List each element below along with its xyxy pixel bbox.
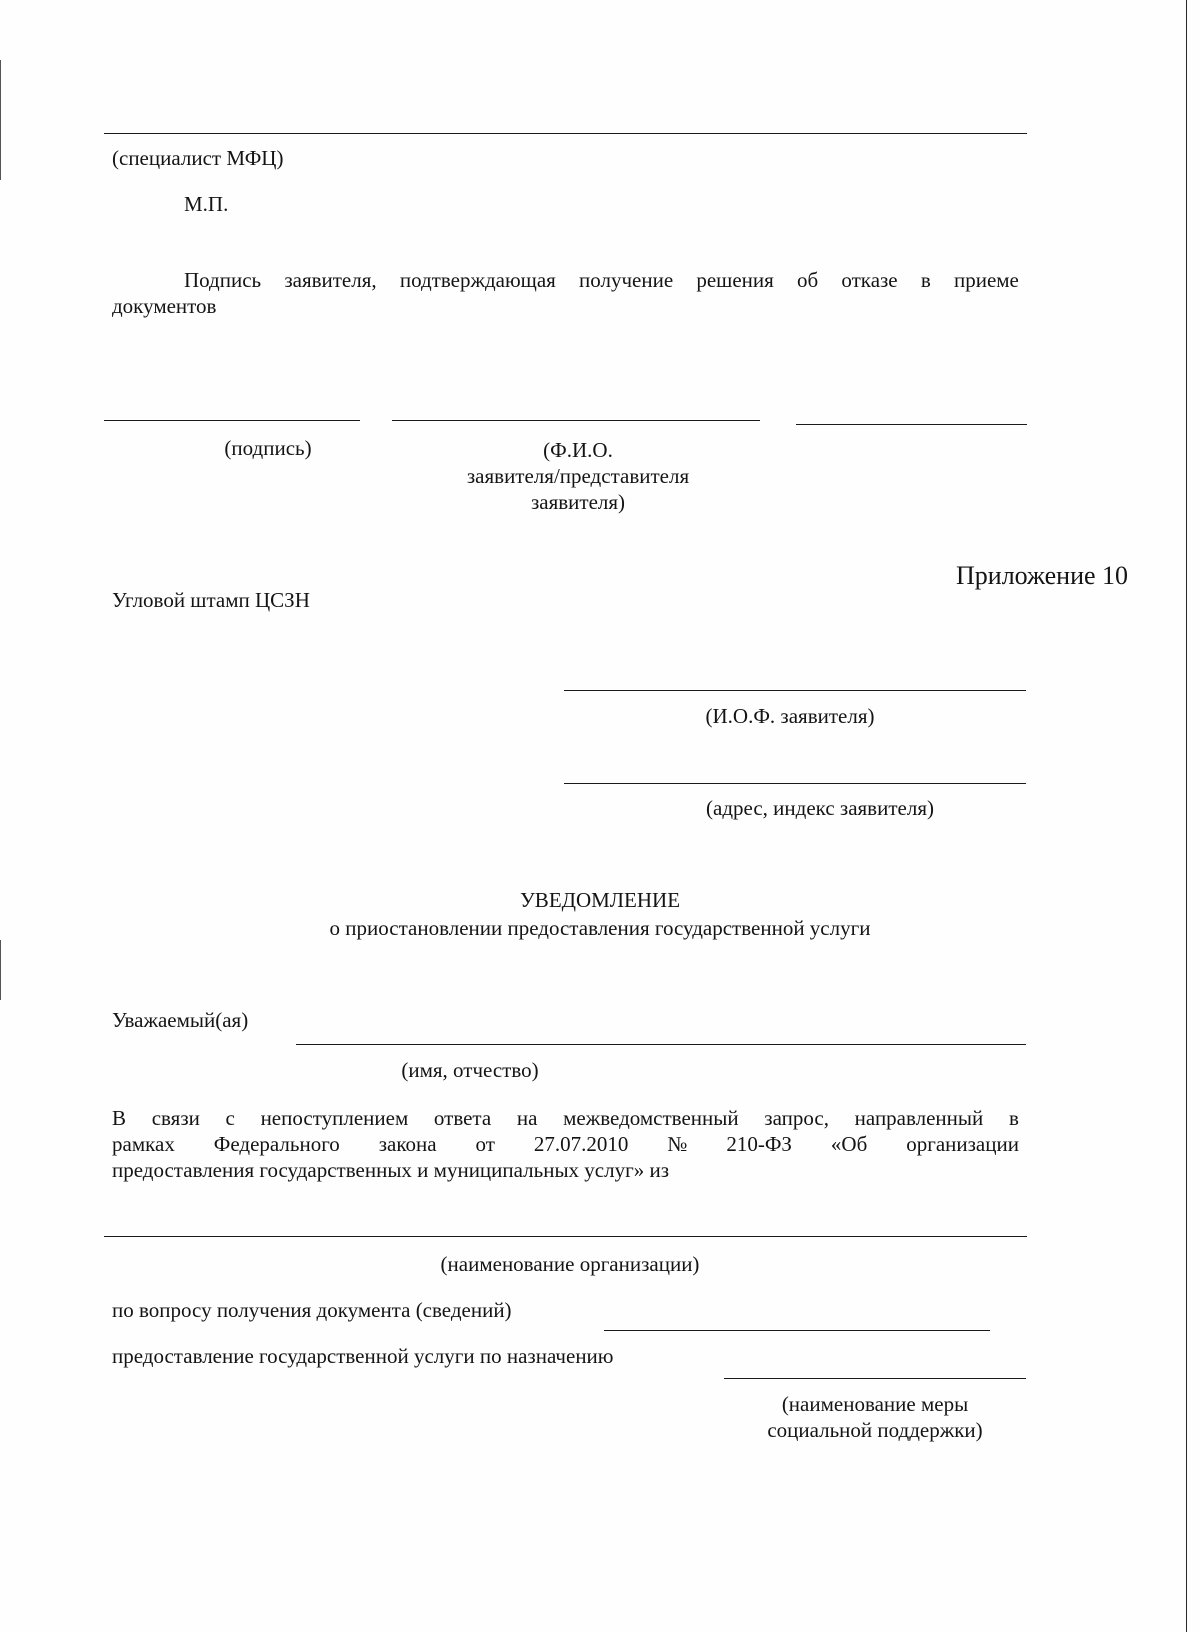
paragraph-line2	[112, 1132, 1019, 1157]
paragraph-word: рамках	[112, 1132, 175, 1156]
caption-address: (адрес, индекс заявителя)	[706, 796, 934, 820]
signature-statement-line2: документов	[112, 294, 217, 318]
fio-line	[392, 420, 760, 421]
organization-line	[104, 1236, 1027, 1237]
caption-signature: (подпись)	[224, 436, 312, 460]
statement-word: получение	[579, 268, 674, 292]
specialist-signature-line	[104, 133, 1027, 134]
paragraph-word: №	[667, 1132, 688, 1156]
caption-fio-line2: заявителя/представителя	[466, 464, 690, 488]
salutation: Уважаемый(ая)	[112, 1008, 249, 1032]
scan-edge-mark	[0, 60, 1, 180]
name-line	[296, 1044, 1026, 1045]
signature-line	[104, 420, 360, 421]
paragraph-word: направленный	[854, 1106, 984, 1130]
paragraph-word: от	[475, 1132, 495, 1156]
extra-line	[796, 424, 1027, 425]
statement-word: подтверждающая	[399, 268, 556, 292]
statement-word: решения	[696, 268, 774, 292]
caption-fio-line3: заявителя)	[530, 490, 626, 514]
document-question: по вопросу получения документа (сведений)	[112, 1298, 512, 1322]
notice-subtitle: о приостановлении предоставления государственной услуги	[329, 916, 871, 940]
caption-fio-line1: (Ф.И.О.	[543, 438, 613, 462]
corner-stamp-label: Угловой штамп ЦСЗН	[112, 588, 310, 612]
paragraph-word: связи	[151, 1106, 200, 1130]
paragraph-word: закона	[378, 1132, 437, 1156]
statement-word: приеме	[953, 268, 1019, 292]
appendix-label: Приложение 10	[956, 561, 1129, 590]
specialist-caption: (специалист МФЦ)	[112, 146, 284, 170]
scan-page-edge	[1186, 0, 1187, 1632]
paragraph-word: ответа	[433, 1106, 492, 1130]
caption-measure-line1: (наименование меры	[781, 1392, 969, 1416]
measure-line	[724, 1378, 1026, 1379]
service-assignment: предоставление государственной услуги по назначению	[112, 1344, 614, 1368]
paragraph-word: с	[225, 1106, 235, 1130]
paragraph-word: 27.07.2010	[533, 1132, 629, 1156]
statement-word: в	[920, 268, 931, 292]
statement-word: заявителя,	[284, 268, 377, 292]
paragraph-word: 210-ФЗ	[726, 1132, 792, 1156]
paragraph-word: в	[1008, 1106, 1019, 1130]
scan-edge-mark	[0, 940, 1, 1000]
paragraph-word: межведомственный	[563, 1106, 739, 1130]
paragraph-word: организации	[906, 1132, 1019, 1156]
document-line	[604, 1330, 990, 1331]
seal-label: М.П.	[184, 192, 229, 216]
applicant-iof-line	[564, 690, 1026, 691]
paragraph-word: на	[516, 1106, 538, 1130]
caption-org: (наименование организации)	[440, 1252, 700, 1276]
paragraph-line3: предоставления государственных и муниципальных услуг» из	[112, 1158, 670, 1182]
caption-iof: (И.О.Ф. заявителя)	[705, 704, 875, 728]
statement-word: отказе	[841, 268, 898, 292]
paragraph-word: Федерального	[213, 1132, 340, 1156]
paragraph-word: В	[112, 1106, 127, 1130]
notice-title: УВЕДОМЛЕНИЕ	[519, 888, 681, 912]
signature-statement-line1	[184, 268, 1019, 293]
caption-name: (имя, отчество)	[401, 1058, 539, 1082]
caption-measure-line2: социальной поддержки)	[767, 1418, 983, 1442]
applicant-address-line	[564, 783, 1026, 784]
paragraph-line1	[112, 1106, 1019, 1131]
paragraph-word: непоступлением	[260, 1106, 409, 1130]
statement-word: Подпись	[184, 268, 262, 292]
statement-word: об	[797, 268, 819, 292]
paragraph-word: «Об	[830, 1132, 868, 1156]
paragraph-word: запрос,	[764, 1106, 829, 1130]
